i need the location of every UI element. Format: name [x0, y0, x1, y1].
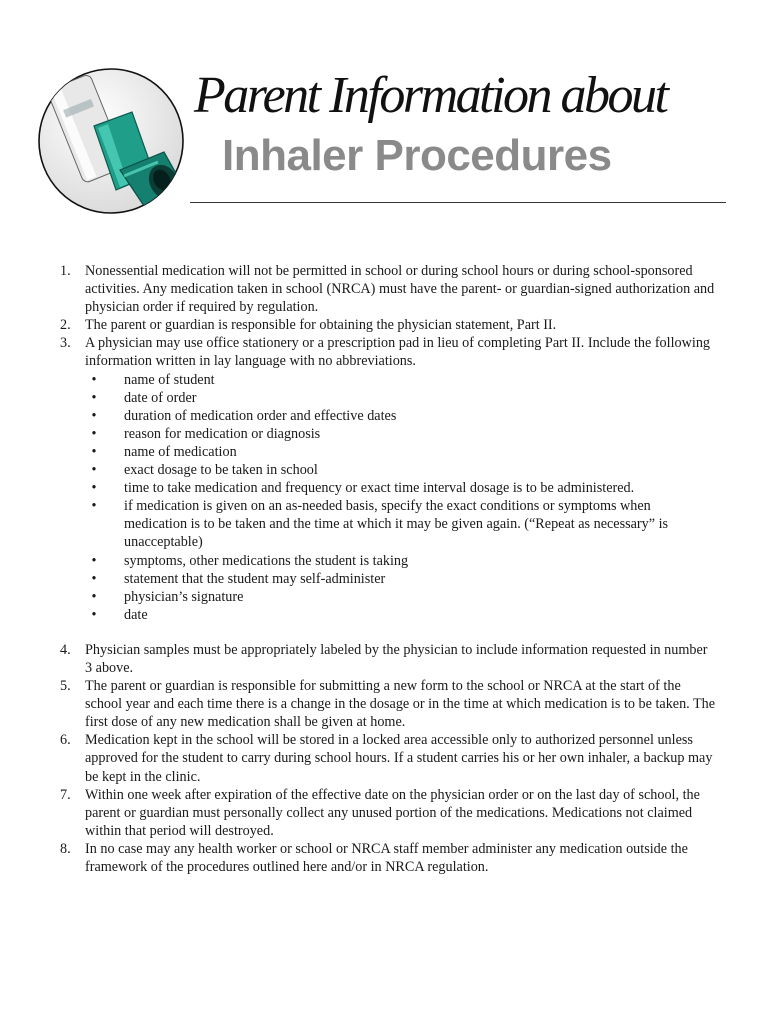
bullet-item — [56, 479, 716, 497]
item-number: 4. — [60, 641, 71, 658]
item-text: A physician may use office stationery or a prescription pad in lieu of completing Part II. Include the following information written in lay language with no abbreviations. — [85, 335, 711, 370]
title-line-2: Inhaler Procedures — [222, 131, 612, 180]
list-item — [56, 731, 716, 785]
bullet-text: symptoms, other medications the student is taking — [124, 552, 409, 569]
item-number: 1. — [60, 263, 71, 279]
list-item — [56, 786, 716, 840]
bullet-mark: • — [91, 389, 97, 406]
item-number: 3. — [60, 335, 71, 352]
list-item — [56, 677, 716, 731]
list-item — [56, 641, 716, 677]
procedures-list — [56, 262, 716, 876]
bullet-mark: • — [91, 570, 97, 587]
bullet-text: name of medication — [124, 443, 237, 460]
bullet-item — [56, 371, 716, 389]
bullet-text: date of order — [124, 389, 197, 406]
item-text: Nonessential medication will not be permitted in school or during school hours or during school-sponsored activities. Any medication taken in school (NRCA) must have the parent- or guardian-signed authorization and physician order if required by regulation. — [85, 263, 715, 316]
item-text: The parent or guardian is responsible for obtaining the physician statement, Part II. — [85, 317, 557, 334]
bullet-item — [56, 570, 716, 588]
item-number: 2. — [60, 317, 71, 334]
bullet-item — [56, 588, 716, 606]
bullet-text: exact dosage to be taken in school — [124, 462, 318, 479]
bullet-text: if medication is given on an as-needed basis, specify the exact conditions or symptoms when medication is to be taken and the time at which it may be given again. (“Repeat as necessary” is unacceptable) — [124, 498, 669, 551]
inhaler-icon — [36, 66, 186, 216]
bullet-mark: • — [91, 371, 97, 388]
title-line-1: Parent Information about — [194, 67, 667, 124]
item-text: Physician samples must be appropriately labeled by the physician to include information requested in number 3 above. — [85, 641, 708, 676]
bullet-mark: • — [91, 407, 97, 424]
bullet-mark: • — [91, 425, 97, 442]
item-text: The parent or guardian is responsible for submitting a new form to the school or NRCA at the start of the school year and each time there is a change in the dosage or in the time at which medication is to be taken. The first dose of any new medication shall be given at home. — [85, 678, 716, 731]
item-text: Medication kept in the school will be stored in a locked area accessible only to authorized personnel unless approved for the student to carry during school hours. If a student carries his or her own inhaler, a backup may be kept in the clinic. — [85, 732, 713, 785]
item-number: 5. — [60, 678, 71, 695]
item-text: Within one week after expiration of the effective date on the physician order or on the last day of school, the parent or guardian must personally collect any unused portion of the medications. Medications not claimed within that period will destroyed. — [85, 786, 700, 839]
bullet-mark: • — [91, 498, 97, 515]
item-number: 8. — [60, 840, 71, 857]
bullet-mark: • — [91, 462, 97, 479]
bullet-text: date — [124, 606, 148, 623]
bullet-item — [56, 552, 716, 570]
bullet-mark: • — [91, 606, 97, 623]
bullet-text: physician’s signature — [124, 588, 244, 605]
bullet-mark: • — [91, 588, 97, 605]
bullet-item — [56, 389, 716, 407]
bullet-mark: • — [91, 480, 97, 497]
item-number: 6. — [60, 732, 71, 749]
list-item — [56, 334, 716, 370]
bullet-item — [56, 407, 716, 425]
bullet-item — [56, 443, 716, 461]
section-gap — [56, 624, 716, 641]
required-info-list — [56, 371, 716, 624]
list-item — [56, 840, 716, 876]
bullet-mark: • — [91, 552, 97, 569]
bullet-item — [56, 606, 716, 624]
bullet-text: statement that the student may self-administer — [124, 570, 386, 587]
bullet-text: duration of medication order and effective dates — [124, 407, 397, 424]
inhaler-logo — [36, 66, 186, 216]
list-item — [56, 262, 716, 316]
item-text: In no case may any health worker or school or NRCA staff member administer any medication outside the framework of the procedures outlined here and/or in NRCA regulation. — [85, 840, 688, 875]
bullet-item — [56, 497, 716, 551]
bullet-text: reason for medication or diagnosis — [124, 425, 321, 442]
list-item — [56, 316, 716, 334]
bullet-mark: • — [91, 443, 97, 460]
header-divider — [190, 202, 726, 203]
item-number: 7. — [60, 786, 71, 803]
bullet-item — [56, 461, 716, 479]
bullet-text: time to take medication and frequency or exact time interval dosage is to be administered. — [124, 480, 635, 497]
bullet-text: name of student — [124, 371, 215, 388]
bullet-item — [56, 425, 716, 443]
